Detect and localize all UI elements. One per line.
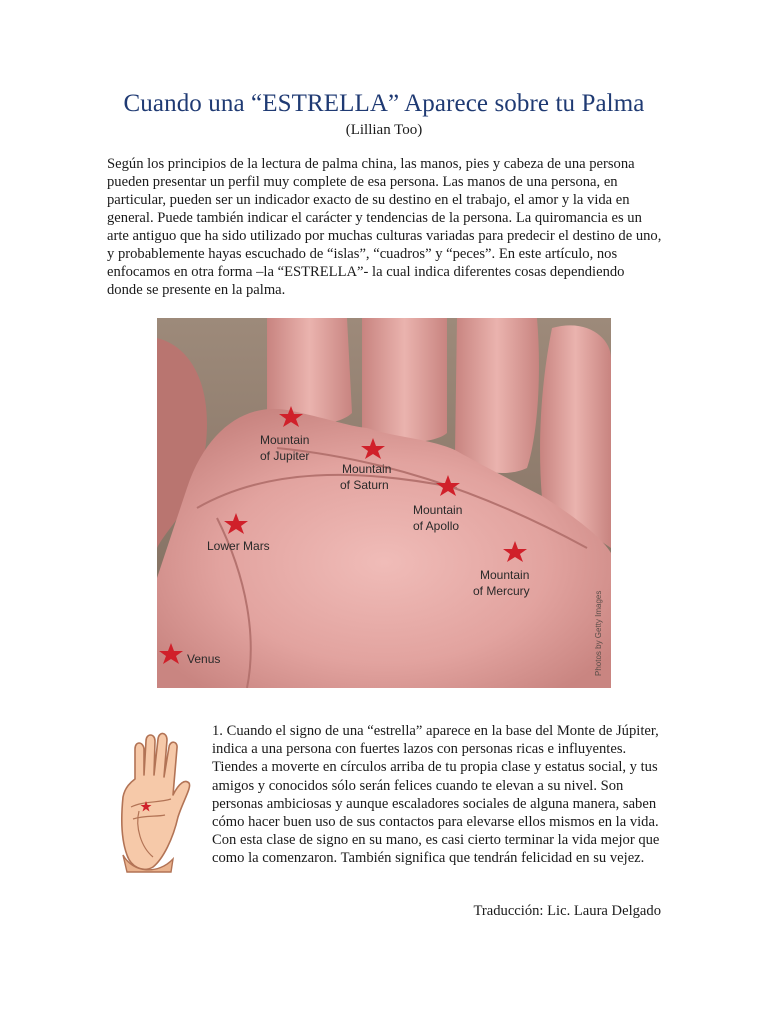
intro-paragraph: Según los principios de la lectura de palma china, las manos, pies y cabeza de una persona pueden presentar un perfil muy complete de esa persona. Las manos de una persona, en particular, pueden ser un indicador exacto de su destino en el trabajo, el amor y la vida en general. Puede también indicar el carácter y tendencias de la persona. La quiromancia es un arte antiguo que ha sido utilizado por muchas culturas variadas para predecir el destino de uno, y probablemente hayas escuchado de “islas”, “cuadros” y “peces”. En este artículo, nos enfocamos en otra forma –la “ESTRELLA”- la cual indica diferentes cosas dependiendo donde se presente en la palma.: [107, 156, 662, 298]
label-apollo-line1: Mountain: [413, 503, 463, 517]
section-1-paragraph: 1. Cuando el signo de una “estrella” aparece en la base del Monte de Júpiter, indica a una persona con fuertes lazos con personas ricas e influyentes. Tiendes a moverte en círculos arriba de tu propia clase y estatus social, y tus amigos y conocidos sólo serán felices cuando te elevan a su nivel. Son personas ambiciosas y aunque escaladores sociales de alguna manera, saben cómo hacer buen uso de sus contactos para elevarse ellos mismos en la vida. Con esta clase de signo en su mano, es casi cierto terminar la vida mejor que como la comenzaron. También significa que tendrán felicidad en su vejez.: [212, 723, 660, 867]
middle-finger: [362, 318, 447, 442]
label-venus: Venus: [187, 652, 221, 666]
ring-finger: [455, 318, 539, 473]
translation-credit: Traducción: Lic. Laura Delgado: [473, 903, 661, 919]
label-saturn-line2: of Saturn: [340, 478, 389, 492]
label-jupiter-line1: Mountain: [260, 433, 310, 447]
label-lower-mars: Lower Mars: [207, 539, 270, 553]
label-saturn-line1: Mountain: [342, 462, 392, 476]
hand-icon: [113, 727, 193, 877]
index-finger: [267, 318, 352, 425]
page-title: Cuando una “ESTRELLA” Aparece sobre tu Palma: [123, 90, 645, 117]
label-apollo-line2: of Apollo: [413, 519, 460, 533]
label-mercury-line1: Mountain: [480, 568, 530, 582]
palm-photo: [157, 318, 611, 688]
label-jupiter-line2: of Jupiter: [260, 449, 310, 463]
photo-watermark: Photos by Getty Images: [594, 590, 603, 676]
label-mercury-line2: of Mercury: [473, 584, 530, 598]
author-line: (Lillian Too): [345, 122, 423, 138]
